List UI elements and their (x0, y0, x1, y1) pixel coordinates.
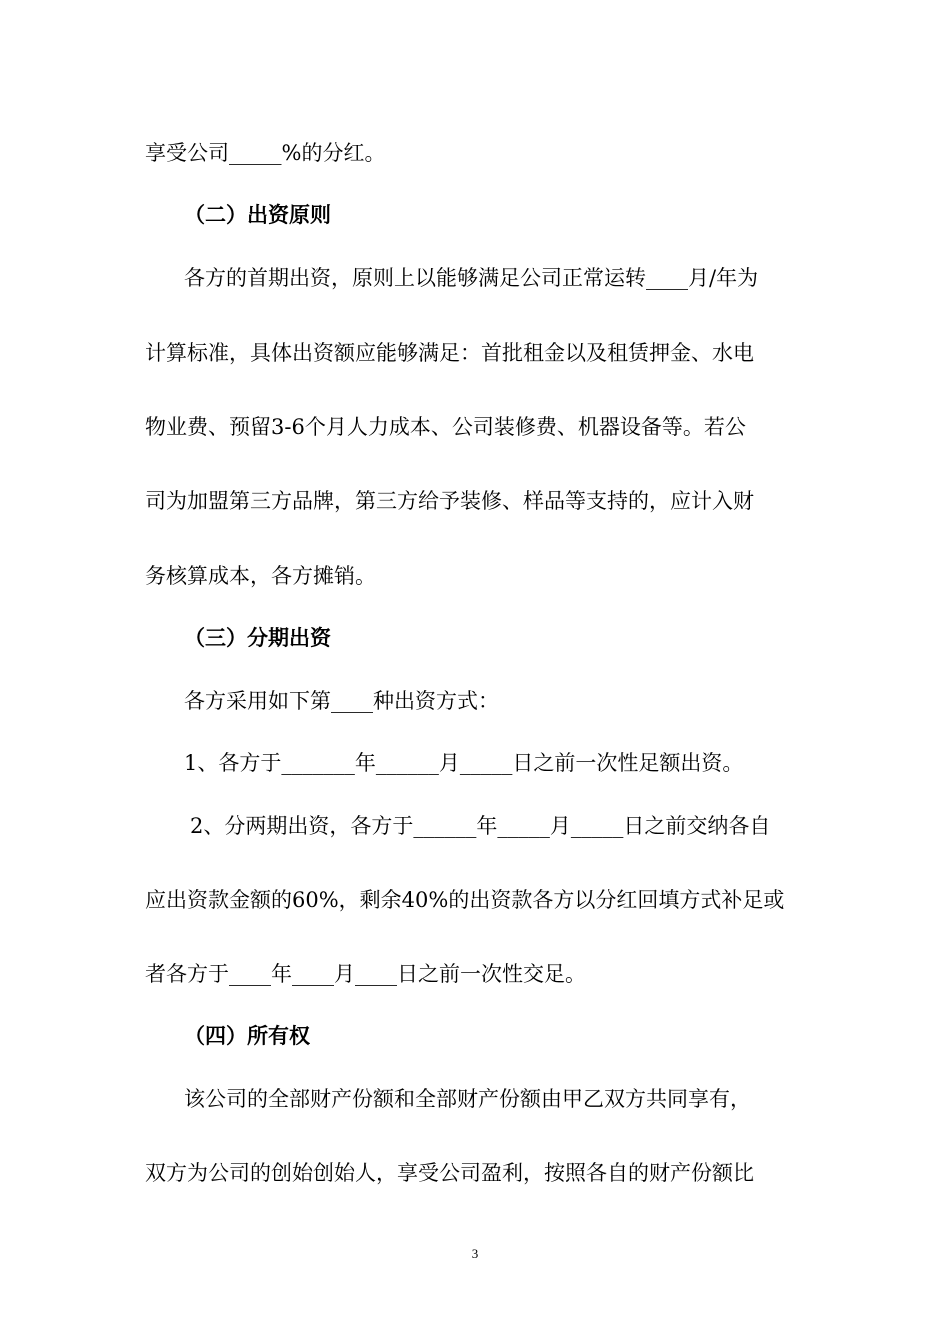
section-heading-ownership: （四）所有权 (184, 1023, 310, 1048)
paragraph-line: 者各方于____年____月____日之前一次性交足。 (145, 962, 586, 986)
paragraph-line: 物业费、预留3-6个月人力成本、公司装修费、机器设备等。若公 (145, 415, 746, 439)
paragraph-line: 享受公司_____%的分红。 (145, 141, 386, 165)
paragraph-line: 司为加盟第三方品牌，第三方给予装修、样品等支持的，应计入财 (145, 489, 754, 513)
section-heading-capital-principle: （二）出资原则 (184, 202, 331, 227)
page-number: 3 (471, 1246, 479, 1261)
paragraph-line: 各方采用如下第____种出资方式： (184, 689, 499, 713)
paragraph-line: 双方为公司的创始创始人，享受公司盈利，按照各自的财产份额比 (145, 1161, 754, 1185)
paragraph-line: 应出资款金额的60%，剩余40%的出资款各方以分红回填方式补足或 (145, 888, 785, 912)
section-heading-installment: （三）分期出资 (184, 625, 331, 650)
list-item-option-2: 2、分两期出资，各方于______年_____月_____日之前交纳各自 (190, 814, 771, 838)
paragraph-line: 计算标准，具体出资额应能够满足：首批租金以及租赁押金、水电 (145, 341, 754, 365)
paragraph-line: 务核算成本，各方摊销。 (145, 564, 376, 588)
paragraph-line: 各方的首期出资，原则上以能够满足公司正常运转____月/年为 (184, 266, 759, 290)
paragraph-line: 该公司的全部财产份额和全部财产份额由甲乙双方共同享有， (184, 1087, 751, 1111)
list-item-option-1: 1、各方于_______年______月_____日之前一次性足额出资。 (184, 751, 744, 775)
